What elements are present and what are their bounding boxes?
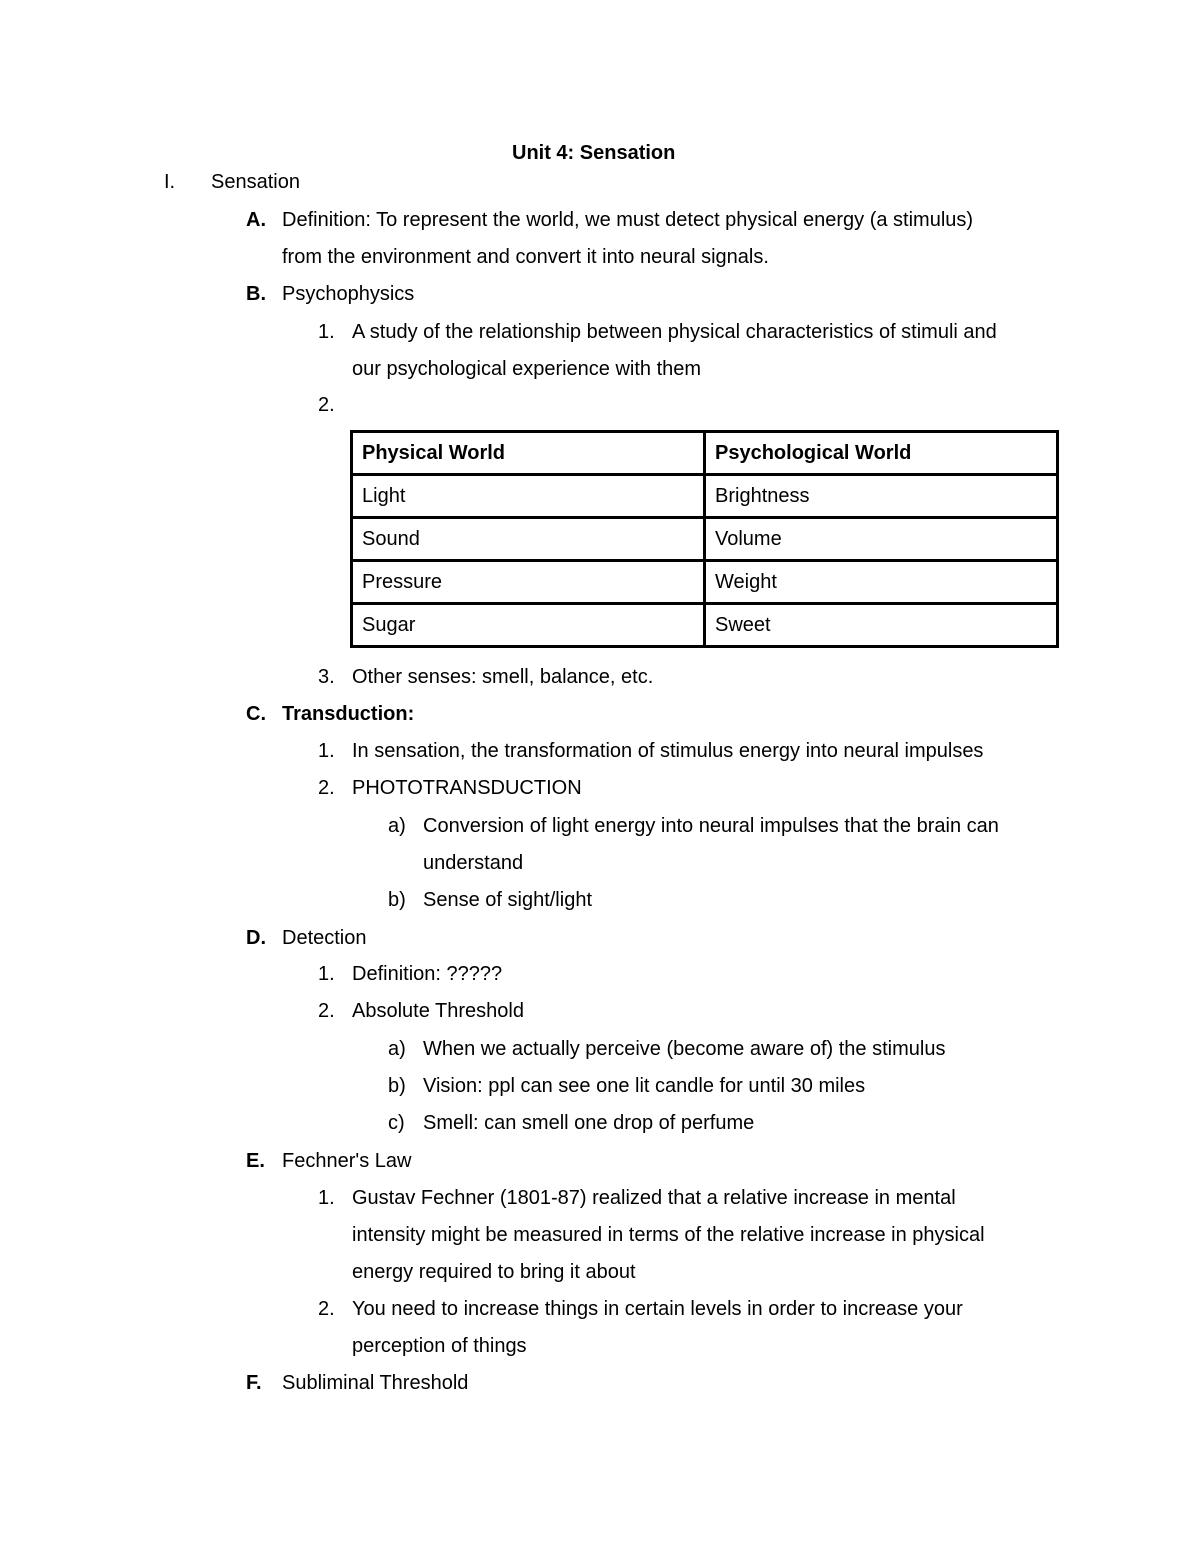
item-f-marker: F. bbox=[246, 1372, 262, 1394]
item-e2-marker: 2. bbox=[318, 1298, 335, 1320]
item-c2a-text-line2: understand bbox=[423, 852, 524, 874]
item-d2a-marker: a) bbox=[388, 1038, 406, 1060]
item-c-heading: Transduction: bbox=[282, 703, 415, 725]
item-d-heading: Detection bbox=[282, 927, 367, 949]
item-d-marker: D. bbox=[246, 927, 266, 949]
table-row bbox=[352, 561, 1058, 604]
item-d2-text: Absolute Threshold bbox=[352, 1000, 524, 1022]
section-heading: Sensation bbox=[211, 171, 300, 193]
table-cell: Brightness bbox=[705, 475, 1058, 518]
table-header-cell: Psychological World bbox=[705, 432, 1058, 475]
item-f-heading: Subliminal Threshold bbox=[282, 1372, 469, 1394]
item-e2-text-line2: perception of things bbox=[352, 1335, 527, 1357]
section-marker: I. bbox=[164, 171, 176, 193]
item-d1-text: Definition: ????? bbox=[352, 963, 503, 985]
table-cell: Light bbox=[352, 475, 705, 518]
item-d2a-text: When we actually perceive (become aware of) the stimulus bbox=[423, 1038, 946, 1060]
table-cell: Sound bbox=[352, 518, 705, 561]
item-b3-marker: 3. bbox=[318, 666, 335, 688]
table-cell: Volume bbox=[705, 518, 1058, 561]
item-d2b-text: Vision: ppl can see one lit candle for until 30 miles bbox=[423, 1075, 866, 1097]
item-c2-marker: 2. bbox=[318, 777, 335, 799]
item-e2-text-line1: You need to increase things in certain levels in order to increase your bbox=[352, 1298, 963, 1320]
item-c2b-marker: b) bbox=[388, 889, 406, 911]
physical-psychological-table bbox=[350, 430, 1059, 648]
item-a-text-line2: from the environment and convert it into neural signals. bbox=[282, 246, 769, 268]
table-row bbox=[352, 475, 1058, 518]
item-a-marker: A. bbox=[246, 209, 266, 231]
item-a-text-line1: Definition: To represent the world, we must detect physical energy (a stimulus) bbox=[282, 209, 974, 231]
item-d2c-text: Smell: can smell one drop of perfume bbox=[423, 1112, 755, 1134]
item-b-heading: Psychophysics bbox=[282, 283, 415, 305]
table-row bbox=[352, 518, 1058, 561]
item-b3-text: Other senses: smell, balance, etc. bbox=[352, 666, 654, 688]
item-c2-text: PHOTOTRANSDUCTION bbox=[352, 777, 582, 799]
item-e1-marker: 1. bbox=[318, 1187, 335, 1209]
item-b-marker: B. bbox=[246, 283, 266, 305]
item-c2a-marker: a) bbox=[388, 815, 406, 837]
item-e-heading: Fechner's Law bbox=[282, 1150, 412, 1172]
item-c1-marker: 1. bbox=[318, 740, 335, 762]
item-d2b-marker: b) bbox=[388, 1075, 406, 1097]
table-header-row bbox=[352, 432, 1058, 475]
table-cell: Sugar bbox=[352, 604, 705, 647]
item-b1-text-line1: A study of the relationship between physical characteristics of stimuli and bbox=[352, 321, 997, 343]
item-b1-marker: 1. bbox=[318, 321, 335, 343]
table-header-cell: Physical World bbox=[352, 432, 705, 475]
item-e1-text-line1: Gustav Fechner (1801-87) realized that a relative increase in mental bbox=[352, 1187, 956, 1209]
item-c2a-text-line1: Conversion of light energy into neural impulses that the brain can bbox=[423, 815, 999, 837]
item-b1-text-line2: our psychological experience with them bbox=[352, 358, 702, 380]
item-d2-marker: 2. bbox=[318, 1000, 335, 1022]
item-c2b-text: Sense of sight/light bbox=[423, 889, 592, 911]
page-title: Unit 4: Sensation bbox=[512, 142, 676, 164]
table-cell: Weight bbox=[705, 561, 1058, 604]
item-c-marker: C. bbox=[246, 703, 266, 725]
table-row bbox=[352, 604, 1058, 647]
item-d2c-marker: c) bbox=[388, 1112, 405, 1134]
table-cell: Sweet bbox=[705, 604, 1058, 647]
item-e1-text-line2: intensity might be measured in terms of the relative increase in physical bbox=[352, 1224, 985, 1246]
item-e-marker: E. bbox=[246, 1150, 265, 1172]
item-e1-text-line3: energy required to bring it about bbox=[352, 1261, 636, 1283]
item-d1-marker: 1. bbox=[318, 963, 335, 985]
item-c1-text: In sensation, the transformation of stimulus energy into neural impulses bbox=[352, 740, 984, 762]
item-b2-marker: 2. bbox=[318, 394, 335, 416]
table-cell: Pressure bbox=[352, 561, 705, 604]
